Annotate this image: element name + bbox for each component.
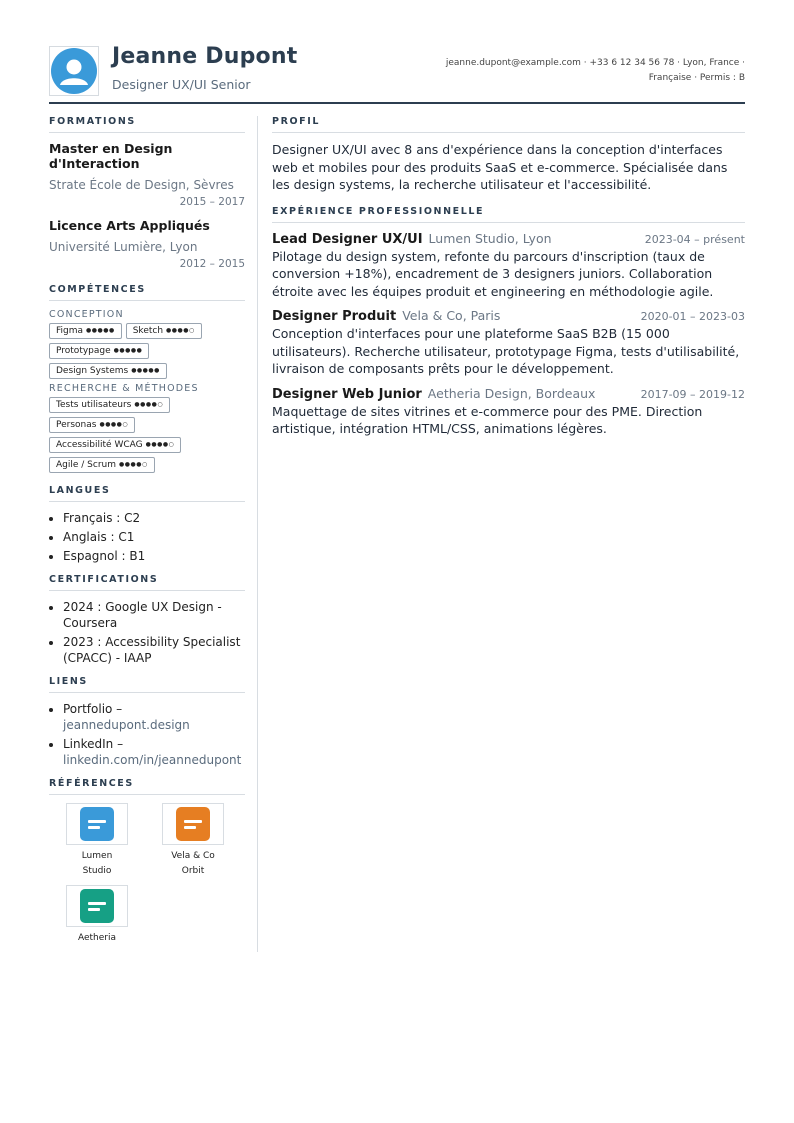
job-role: Lead Designer UX/UI (272, 231, 423, 247)
skill-level-dots: ●●●●○ (166, 327, 195, 334)
reference-logo-frame (66, 885, 128, 927)
company-logo-icon (176, 807, 210, 841)
reference-logo-frame (66, 803, 128, 845)
languages-list (49, 510, 245, 564)
section-title-references: RÉFÉRENCES (49, 778, 245, 795)
language-item: • Espagnol : B1 (63, 548, 245, 564)
reference-name: Aetheria (77, 933, 117, 943)
profile-summary: Designer UX/UI avec 8 ans d'expérience dans la conception d'interfaces web et mobiles pour des produits SaaS et e-commerce. Spécialisée dans les design systems, la recherche utilisateur et l'accessibilité. (272, 142, 728, 192)
certification-item: • 2023 : Accessibility Specialist (CPACC) - IAAP (63, 634, 245, 666)
reference-name: Vela & Co Orbit (171, 851, 215, 876)
experience-item (272, 386, 745, 438)
candidate-title: Designer UX/UI Senior (112, 77, 251, 92)
education-degree: Licence Arts Appliqués (49, 218, 210, 233)
logo-bar (88, 826, 100, 829)
section-title-formations: FORMATIONS (49, 116, 245, 133)
skill-tags (49, 397, 245, 473)
experience-item (272, 308, 745, 378)
skill-level-dots: ●●●●○ (145, 441, 175, 448)
skill-category: RECHERCHE & MÉTHODES (49, 383, 199, 394)
job-description: Conception d'interfaces pour une plateforme SaaS B2B (15 000 utilisateurs). Recherche utilisateur, prototypage Figma, tests d'utilisabilité, livraison de composants prêts pour le développement. (272, 326, 740, 376)
section-title-certifications: CERTIFICATIONS (49, 574, 245, 591)
skill-tag (49, 397, 170, 413)
link-label: Portfolio – (63, 702, 123, 716)
skill-level-dots: ●●●●○ (99, 421, 129, 428)
link-url[interactable]: jeannedupont.design (63, 718, 190, 732)
company-logo-icon (80, 807, 114, 841)
skill-tag (49, 437, 181, 453)
section-title-skills: COMPÉTENCES (49, 284, 245, 301)
avatar (49, 46, 99, 96)
link-item (63, 701, 245, 733)
skill-tag (49, 323, 122, 339)
skill-category: CONCEPTION (49, 309, 124, 320)
link-url[interactable]: linkedin.com/in/jeannedupont (63, 753, 242, 767)
skill-level-dots: ●●●●○ (134, 401, 164, 408)
certification-item: • 2024 : Google UX Design - Coursera (63, 599, 245, 631)
education-school: Université Lumière, Lyon (49, 240, 198, 254)
candidate-name: Jeanne Dupont (112, 44, 298, 69)
reference-name: Lumen Studio (81, 851, 113, 876)
skill-name: Agile / Scrum (56, 460, 116, 470)
experience-header (272, 386, 745, 402)
skill-tag (49, 417, 135, 433)
skill-tag (49, 363, 167, 379)
language-item: • Anglais : C1 (63, 529, 245, 545)
logo-bar (88, 908, 100, 911)
reference-logo-frame (162, 803, 224, 845)
experience-header (272, 231, 745, 247)
job-dates: 2017-09 – 2019-12 (640, 387, 745, 401)
section-title-profile: PROFIL (272, 116, 745, 133)
job-company: Lumen Studio, Lyon (428, 230, 552, 246)
skill-name: Tests utilisateurs (56, 400, 132, 410)
experience-header (272, 308, 745, 324)
job-dates: 2020-01 – 2023-03 (640, 310, 745, 323)
reference-item (145, 803, 241, 879)
company-logo-icon (80, 889, 114, 923)
contact-line: jeanne.dupont@example.com · +33 6 12 34 56 78 · Lyon, France · (445, 58, 745, 68)
logo-bar (184, 826, 196, 829)
education-dates: 2012 – 2015 (179, 258, 245, 270)
skill-tag (49, 457, 155, 473)
education-item (49, 141, 245, 208)
references-grid (49, 803, 245, 952)
skill-level-dots: ●●●●● (113, 347, 143, 354)
skill-name: Personas (56, 420, 97, 430)
language-item: • Français : C2 (63, 510, 245, 526)
contact-info (445, 56, 745, 86)
skill-level-dots: ●●●●○ (119, 461, 148, 468)
logo-bar (88, 820, 106, 823)
job-company: Aetheria Design, Bordeaux (427, 385, 596, 401)
link-label: LinkedIn – (63, 737, 124, 751)
job-description: Pilotage du design system, refonte du parcours d'inscription (taux de conversion +18%), encadrement de 3 designers juniors. Collaboration étroite avec les équipes produit et engineering en méthodologie agile. (272, 248, 714, 299)
skill-tag (49, 343, 149, 359)
reference-item (49, 803, 145, 879)
skill-level-dots: ●●●●● (86, 327, 115, 334)
skill-tags (49, 323, 245, 379)
logo-bar (184, 820, 202, 823)
resume-page (49, 44, 745, 952)
skill-name: Design Systems (56, 366, 129, 376)
skill-tag (126, 323, 202, 339)
job-dates: 2023-04 – présent (644, 232, 745, 246)
links-list (49, 701, 245, 768)
reference-item (49, 885, 145, 946)
skill-name: Prototypage (56, 346, 111, 356)
education-degree: Master en Design d'Interaction (49, 141, 173, 171)
skill-name: Accessibilité WCAG (56, 440, 143, 450)
link-item (63, 736, 245, 768)
education-dates: 2015 – 2017 (179, 196, 245, 208)
section-title-experience: EXPÉRIENCE PROFESSIONNELLE (272, 206, 745, 223)
education-item (49, 218, 245, 270)
resume-header (49, 44, 745, 104)
job-company: Vela & Co, Paris (402, 308, 501, 323)
right-column (258, 116, 745, 952)
section-title-languages: LANGUES (49, 485, 245, 502)
skill-level-dots: ●●●●● (131, 367, 160, 374)
contact-line: Française · Permis : B (648, 73, 745, 83)
experience-item (272, 231, 745, 301)
certifications-list (49, 599, 245, 666)
logo-bar (88, 902, 106, 905)
section-title-links: LIENS (49, 676, 245, 693)
skill-name: Figma (56, 326, 84, 336)
job-role: Designer Produit (272, 309, 397, 324)
education-school: Strate École de Design, Sèvres (49, 178, 234, 192)
job-description: Maquettage de sites vitrines et e-commerce pour des PME. Direction artistique, intégration HTML/CSS, animations légères. (272, 403, 703, 436)
user-icon (51, 48, 97, 94)
left-column (49, 116, 258, 952)
job-role: Designer Web Junior (272, 386, 422, 402)
skill-name: Sketch (132, 326, 164, 336)
